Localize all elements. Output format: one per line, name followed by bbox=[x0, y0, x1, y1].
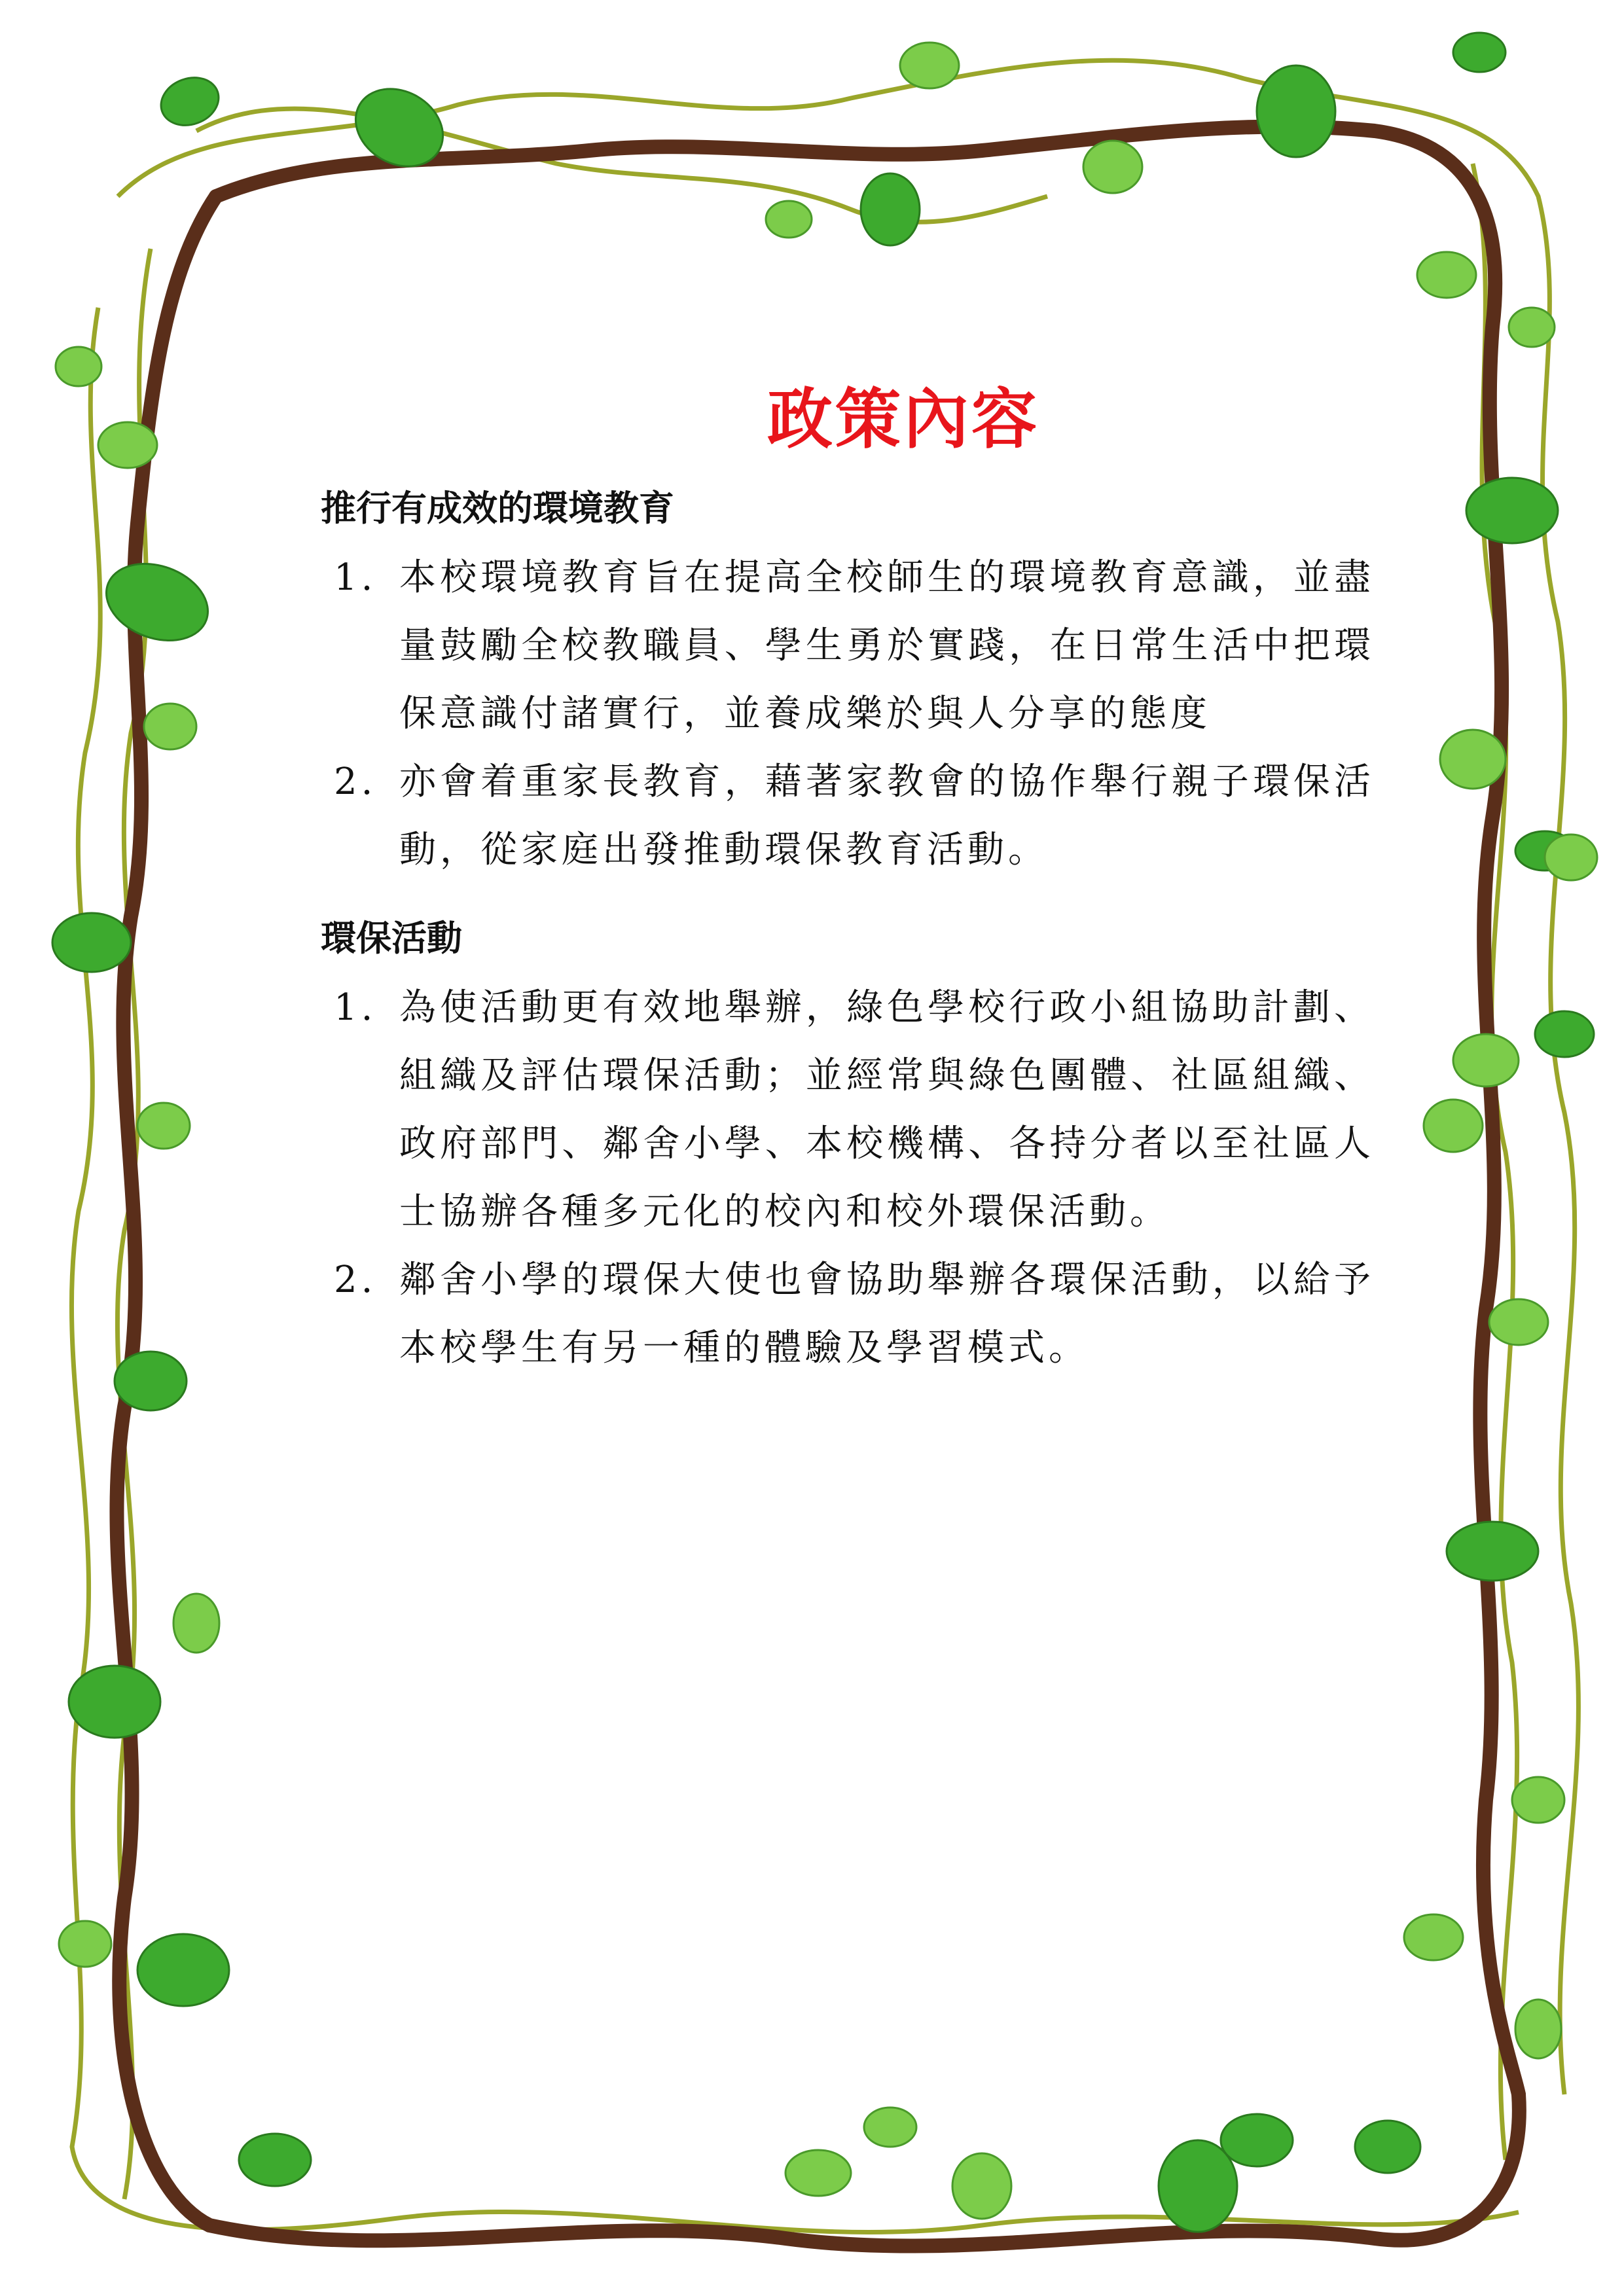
page-title: 政策內容 bbox=[767, 381, 1039, 457]
item-number: 1. bbox=[334, 556, 377, 599]
section-eco-activities bbox=[314, 910, 1375, 1382]
list-item bbox=[314, 748, 1375, 884]
policy-content bbox=[314, 367, 1375, 1408]
list-item bbox=[314, 974, 1375, 1246]
section-heading: 推行有成效的環境教育 bbox=[321, 488, 674, 529]
list-item bbox=[314, 1246, 1375, 1382]
section-environmental-education bbox=[314, 480, 1375, 884]
item-number: 2. bbox=[334, 761, 377, 803]
section-heading: 環保活動 bbox=[321, 918, 462, 959]
numbered-list bbox=[314, 544, 1375, 884]
list-item bbox=[314, 544, 1375, 748]
item-number: 1. bbox=[334, 986, 377, 1029]
item-text: 鄰舍小學的環保大使也會協助舉辦各環保活動，以給予本校學生有另一種的體驗及學習模式。 bbox=[399, 1259, 1375, 1369]
numbered-list bbox=[314, 974, 1375, 1382]
item-text: 為使活動更有效地舉辦，綠色學校行政小組協助計劃、組織及評估環保活動；並經常與綠色團體、社區組織、政府部門、鄰舍小學、本校機構、各持分者以至社區人士協辦各種多元化的校內和校外環保活動。 bbox=[399, 986, 1375, 1233]
item-text: 本校環境教育旨在提高全校師生的環境教育意識，並盡量鼓勵全校教職員、學生勇於實踐，在日常生活中把環保意識付諸實行，並養成樂於與人分享的態度 bbox=[399, 556, 1375, 735]
item-text: 亦會着重家長教育，藉著家教會的協作舉行親子環保活動，從家庭出發推動環保教育活動。 bbox=[399, 761, 1375, 871]
item-number: 2. bbox=[334, 1259, 377, 1301]
